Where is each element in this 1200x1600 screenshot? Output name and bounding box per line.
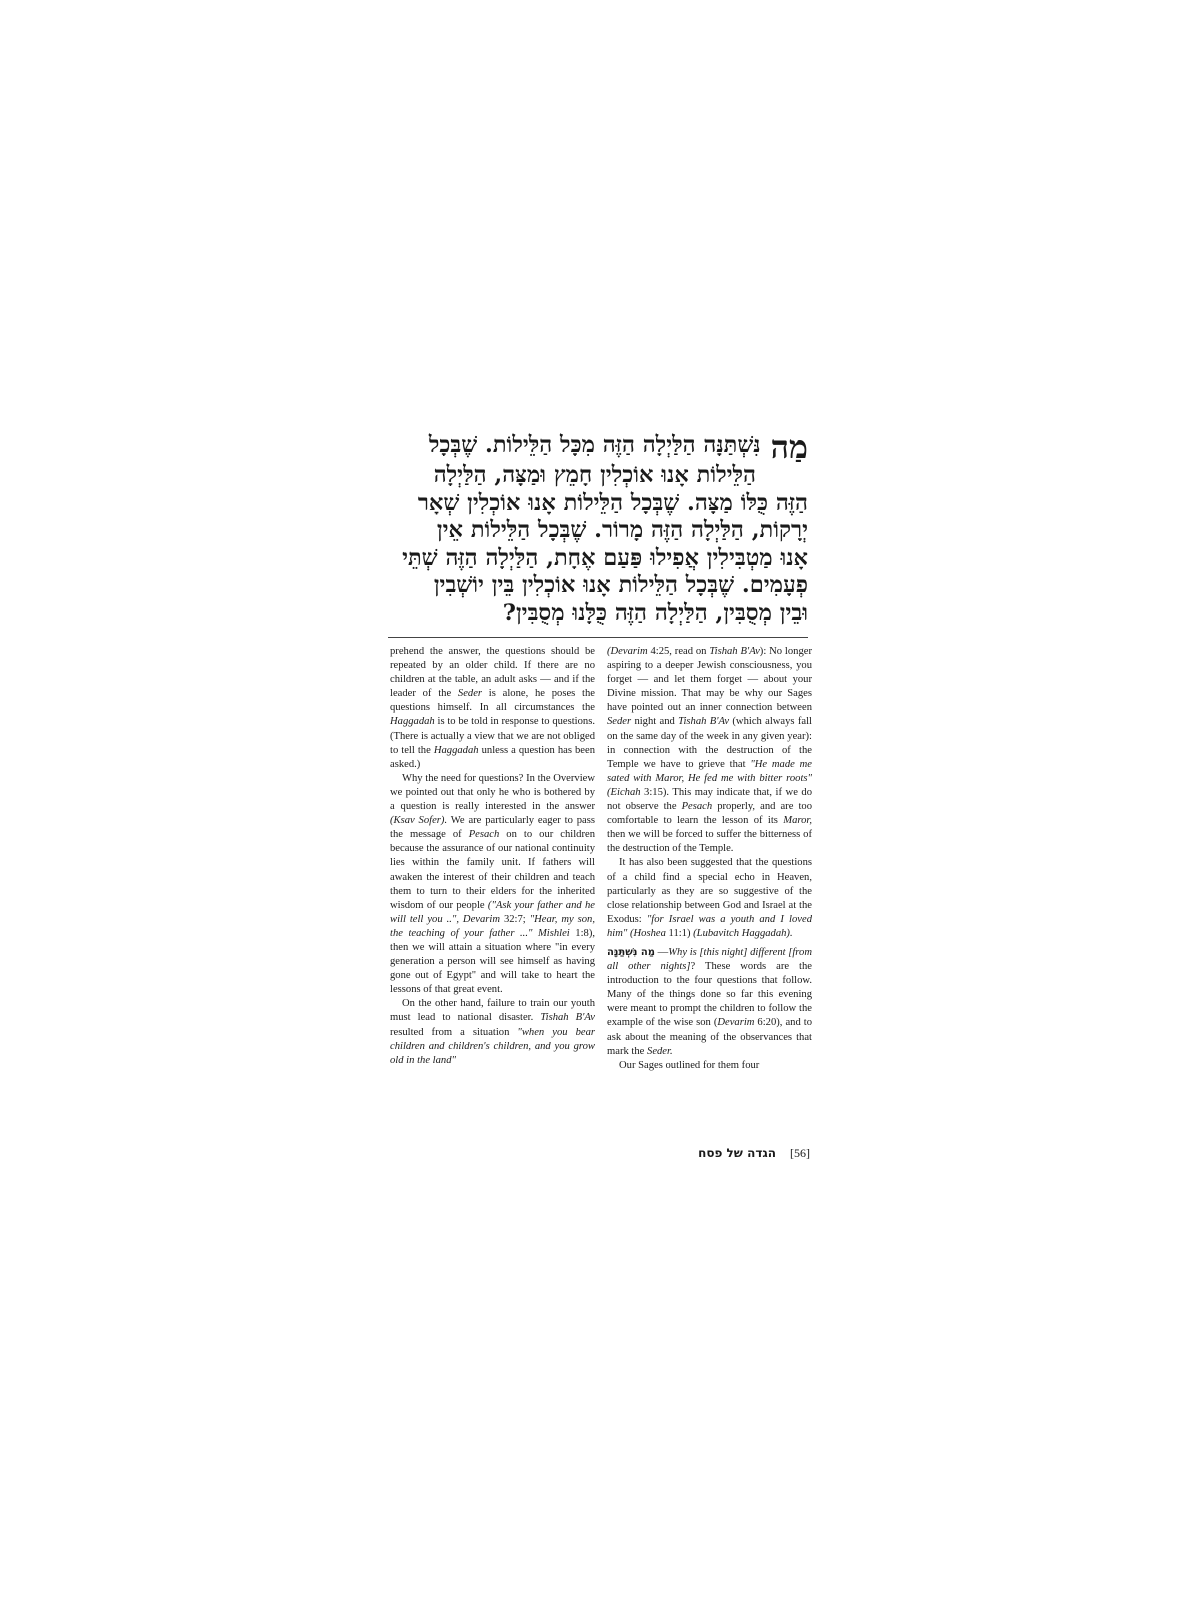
right-paragraph-1: (Devarim 4:25, read on Tishah B'Av): No longer aspiring to a deeper Jewish consciousness, you forget — and let them forget — about your Divine mission. That may be why our Sages have pointed out an inner connection between Seder night and Tishah B'Av (which always fall on the same day of the week in any given year): in connection with the destruction of the Temple we have to grieve that "He made me sated with Maror, He fed me with bitter roots" (Eichah 3:15). This may indicate that, if we do not observe the Pesach properly, and are too comfortable to learn the lesson of its Maror, then we will be forced to suffer the bitterness of the destruction of the Temple. bbox=[607, 646, 812, 855]
hebrew-line-1 bbox=[388, 432, 808, 462]
left-paragraph-1: prehend the answer, the questions should be repeated by an older child. If there are no children at the table, an adult asks — and if the leader of the Seder is alone, he poses the questions himself. In all circumstances the Haggadah is to be told in response to questions. (There is actually a view that we are not obliged to tell the Haggadah unless a question has been asked.) bbox=[390, 646, 595, 770]
left-paragraph-3: On the other hand, failure to train our youth must lead to national disaster. Tishah B'Av resulted from a situation "when you bear children and children's children, and you grow old in the land" bbox=[390, 998, 595, 1066]
commentary-left-column bbox=[390, 645, 595, 1068]
right-paragraph-2: It has also been suggested that the questions of a child find a special echo in Heaven, particularly as they are so suggestive of the close relationship between God and Israel at the Exodus: "for Israel was a youth and I loved him" (Hoshea 11:1) (Lubavitch Haggadah). bbox=[607, 857, 812, 939]
page-number: [56] bbox=[790, 1146, 810, 1160]
commentary-right-column bbox=[607, 645, 812, 1073]
hebrew-line-4: יְרָקוֹת, הַלַּיְלָה הַזֶּה מָרוֹר. שֶׁבְּכָל הַלֵּילוֹת אֵין bbox=[436, 517, 808, 544]
hebrew-inline-heading: מַה נִּשְׁתַּנָּה bbox=[607, 946, 655, 958]
hebrew-line-7: וּבֵין מְסֻבִּין, הַלַּיְלָה הַזֶּה כֻּלָּנוּ מְסֻבִּין? bbox=[502, 599, 808, 626]
right-paragraph-3: מַה נִּשְׁתַּנָּה —Why is [this night] different [from all other nights]? These words are the introduction to the four questions that follow. Many of the things done so far this evening were meant to prompt the children to follow the example of the wise son (Devarim 6:20), and to ask about the meaning of the observances that mark the Seder. bbox=[607, 946, 812, 1057]
hebrew-text-block bbox=[388, 432, 808, 628]
hebrew-line-6: פְעָמִים. שֶׁבְּכָל הַלֵּילוֹת אָנוּ אוֹכְלִין בֵּין יוֹשְׁבִין bbox=[433, 572, 808, 599]
left-paragraph-2: Why the need for questions? In the Overview we pointed out that only he who is bothered by a question is really interested in the answer (Ksav Sofer). We are particularly eager to pass the message of Pesach on to our children because the assurance of our national continuity lies within the family unit. If fathers will awaken the interest of their children and teach them to turn to their elders for the inherited wisdom of our people ("Ask your father and he will tell you ..", Devarim 32:7; "Hear, my son, the teaching of your father ..." Mishlei 1:8), then we will attain a situation where "in every generation a person will see himself as having gone out of Egypt" and will take to heart the lessons of that great event. bbox=[390, 772, 596, 996]
hebrew-line-5: אָנוּ מַטְבִּילִין אֲפִילוּ פַּעַם אֶחָת, הַלַּיְלָה הַזֶּה שְׁתֵּי bbox=[402, 544, 808, 571]
section-divider bbox=[388, 637, 808, 638]
running-title: הגדה של פסח bbox=[698, 1146, 776, 1160]
right-paragraph-4: Our Sages outlined for them four bbox=[619, 1059, 760, 1071]
hebrew-lead-word: מַה bbox=[770, 432, 808, 462]
hebrew-line-3: הַזֶּה כֻּלּוֹ מַצָּה. שֶׁבְּכָל הַלֵּילוֹת אָנוּ אוֹכְלִין שְׁאָר bbox=[417, 489, 808, 516]
hebrew-line-2: הַלֵּילוֹת אָנוּ אוֹכְלִין חָמֵץ וּמַצָּה, הַלַּיְלָה bbox=[433, 462, 756, 488]
hebrew-line-1-text: נִּשְׁתַּנָּה הַלַּיְלָה הַזֶּה מִכָּל הַלֵּילוֹת. שֶׁבְּכָל bbox=[428, 432, 761, 458]
page-footer bbox=[680, 1146, 810, 1161]
